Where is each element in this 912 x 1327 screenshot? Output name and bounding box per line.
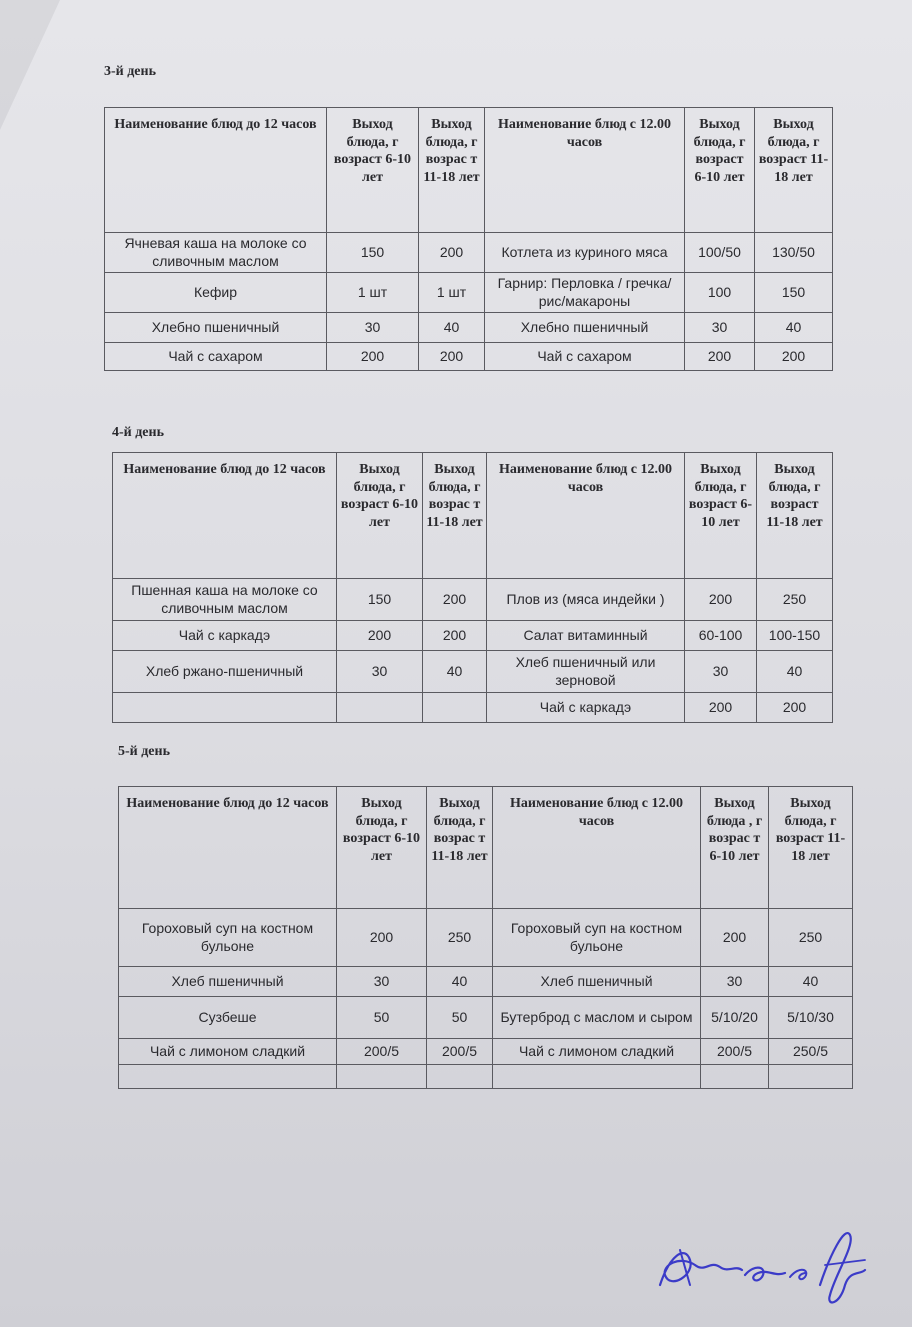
- day4-header-row: [113, 453, 833, 579]
- yield-cell: 200: [327, 343, 419, 371]
- header-yield-6-10: Выход блюда, г возраст 6-10 лет: [337, 787, 427, 909]
- yield-cell: 200: [419, 343, 485, 371]
- yield-cell: 40: [769, 967, 853, 997]
- yield-cell: [423, 693, 487, 723]
- yield-cell: 30: [327, 313, 419, 343]
- header-yield-6-10: Выход блюда, г возраст 6-10 лет: [327, 108, 419, 233]
- yield-cell: 200: [423, 579, 487, 621]
- yield-cell: 5/10/30: [769, 997, 853, 1039]
- yield-cell: 40: [419, 313, 485, 343]
- dish-cell: Бутерброд с маслом и сыром: [493, 997, 701, 1039]
- yield-cell: 130/50: [755, 233, 833, 273]
- yield-cell: 200: [685, 579, 757, 621]
- yield-cell: 200: [685, 343, 755, 371]
- dish-cell: Чай с каркадэ: [487, 693, 685, 723]
- signature: [650, 1215, 880, 1315]
- dish-cell: Чай с сахаром: [485, 343, 685, 371]
- day3-header-row: [105, 108, 833, 233]
- table-row: [105, 233, 833, 273]
- table-row: [119, 967, 853, 997]
- table-row: [105, 343, 833, 371]
- dish-cell: [113, 693, 337, 723]
- header-dish-before: Наименование блюд до 12 часов: [105, 108, 327, 233]
- header-yield-11-18: Выход блюда, г возрас т 11-18 лет: [419, 108, 485, 233]
- day3-title: 3-й день: [104, 64, 156, 79]
- yield-cell: 200: [419, 233, 485, 273]
- header-yield-11-18: Выход блюда, г возрас т 11-18 лет: [423, 453, 487, 579]
- yield-cell: 5/10/20: [701, 997, 769, 1039]
- dish-cell: [493, 1065, 701, 1089]
- header-yield-11-18: Выход блюда, г возрас т 11-18 лет: [427, 787, 493, 909]
- paper-fold-shadow: [0, 0, 60, 130]
- day3-menu-table: [104, 107, 833, 371]
- header-yield-6-10: Выход блюда, г возраст 6-10 лет: [337, 453, 423, 579]
- dish-cell: Котлета из куриного мяса: [485, 233, 685, 273]
- yield-cell: 40: [757, 651, 833, 693]
- yield-cell: 100-150: [757, 621, 833, 651]
- yield-cell: 150: [327, 233, 419, 273]
- dish-cell: Чай с сахаром: [105, 343, 327, 371]
- dish-cell: Хлебно пшеничный: [485, 313, 685, 343]
- dish-cell: Плов из (мяса индейки ): [487, 579, 685, 621]
- yield-cell: 250: [427, 909, 493, 967]
- dish-cell: Пшенная каша на молоке со сливочным маслом: [113, 579, 337, 621]
- yield-cell: 150: [337, 579, 423, 621]
- table-row: [119, 909, 853, 967]
- header-dish-after: Наименование блюд с 12.00 часов: [493, 787, 701, 909]
- yield-cell: [337, 693, 423, 723]
- table-row: [113, 651, 833, 693]
- yield-cell: 250: [769, 909, 853, 967]
- dish-cell: Хлеб пшеничный: [119, 967, 337, 997]
- yield-cell: 100: [685, 273, 755, 313]
- table-row: [119, 997, 853, 1039]
- header-yield-11-18-b: Выход блюда, г возраст 11-18 лет: [755, 108, 833, 233]
- table-row: [119, 1065, 853, 1089]
- yield-cell: 200: [701, 909, 769, 967]
- yield-cell: 30: [685, 651, 757, 693]
- yield-cell: 200: [755, 343, 833, 371]
- yield-cell: 200: [685, 693, 757, 723]
- yield-cell: 30: [337, 967, 427, 997]
- table-row: [119, 1039, 853, 1065]
- dish-cell: [119, 1065, 337, 1089]
- yield-cell: 40: [427, 967, 493, 997]
- day4-menu-table: [112, 452, 833, 723]
- yield-cell: [769, 1065, 853, 1089]
- yield-cell: 100/50: [685, 233, 755, 273]
- day5-title: 5-й день: [118, 744, 170, 759]
- table-row: [105, 273, 833, 313]
- yield-cell: 200/5: [427, 1039, 493, 1065]
- yield-cell: 30: [701, 967, 769, 997]
- yield-cell: 200: [337, 621, 423, 651]
- yield-cell: 1 шт: [419, 273, 485, 313]
- header-dish-after: Наименование блюд с 12.00 часов: [485, 108, 685, 233]
- yield-cell: 200: [757, 693, 833, 723]
- yield-cell: 30: [685, 313, 755, 343]
- yield-cell: 200: [423, 621, 487, 651]
- dish-cell: Чай с каркадэ: [113, 621, 337, 651]
- yield-cell: [337, 1065, 427, 1089]
- dish-cell: Чай с лимоном сладкий: [493, 1039, 701, 1065]
- yield-cell: 200/5: [337, 1039, 427, 1065]
- yield-cell: 30: [337, 651, 423, 693]
- yield-cell: 150: [755, 273, 833, 313]
- yield-cell: [701, 1065, 769, 1089]
- dish-cell: Хлеб ржано-пшеничный: [113, 651, 337, 693]
- yield-cell: 200/5: [701, 1039, 769, 1065]
- header-dish-after: Наименование блюд с 12.00 часов: [487, 453, 685, 579]
- dish-cell: Хлеб пшеничный или зерновой: [487, 651, 685, 693]
- table-row: [105, 313, 833, 343]
- yield-cell: 250: [757, 579, 833, 621]
- dish-cell: Чай с лимоном сладкий: [119, 1039, 337, 1065]
- header-yield-11-18-b: Выход блюда, г возраст 11-18 лет: [769, 787, 853, 909]
- header-yield-6-10-b: Выход блюда, г возраст 6-10 лет: [685, 453, 757, 579]
- header-yield-11-18-b: Выход блюда, г возраст 11-18 лет: [757, 453, 833, 579]
- yield-cell: 60-100: [685, 621, 757, 651]
- dish-cell: Хлебно пшеничный: [105, 313, 327, 343]
- day5-header-row: [119, 787, 853, 909]
- dish-cell: Ячневая каша на молоке со сливочным маслом: [105, 233, 327, 273]
- dish-cell: Салат витаминный: [487, 621, 685, 651]
- dish-cell: Гарнир: Перловка / гречка/ рис/макароны: [485, 273, 685, 313]
- yield-cell: 50: [337, 997, 427, 1039]
- yield-cell: 50: [427, 997, 493, 1039]
- yield-cell: 40: [423, 651, 487, 693]
- dish-cell: Сузбеше: [119, 997, 337, 1039]
- dish-cell: Кефир: [105, 273, 327, 313]
- dish-cell: Гороховый суп на костном бульоне: [493, 909, 701, 967]
- dish-cell: Хлеб пшеничный: [493, 967, 701, 997]
- dish-cell: Гороховый суп на костном бульоне: [119, 909, 337, 967]
- table-row: [113, 579, 833, 621]
- table-row: [113, 621, 833, 651]
- yield-cell: 200: [337, 909, 427, 967]
- day5-menu-table: [118, 786, 853, 1089]
- yield-cell: 1 шт: [327, 273, 419, 313]
- header-dish-before: Наименование блюд до 12 часов: [119, 787, 337, 909]
- yield-cell: [427, 1065, 493, 1089]
- table-row: [113, 693, 833, 723]
- header-yield-6-10-b: Выход блюда, г возраст 6-10 лет: [685, 108, 755, 233]
- yield-cell: 40: [755, 313, 833, 343]
- header-yield-6-10-b: Выход блюда , г возрас т 6-10 лет: [701, 787, 769, 909]
- day4-title: 4-й день: [112, 425, 164, 440]
- yield-cell: 250/5: [769, 1039, 853, 1065]
- header-dish-before: Наименование блюд до 12 часов: [113, 453, 337, 579]
